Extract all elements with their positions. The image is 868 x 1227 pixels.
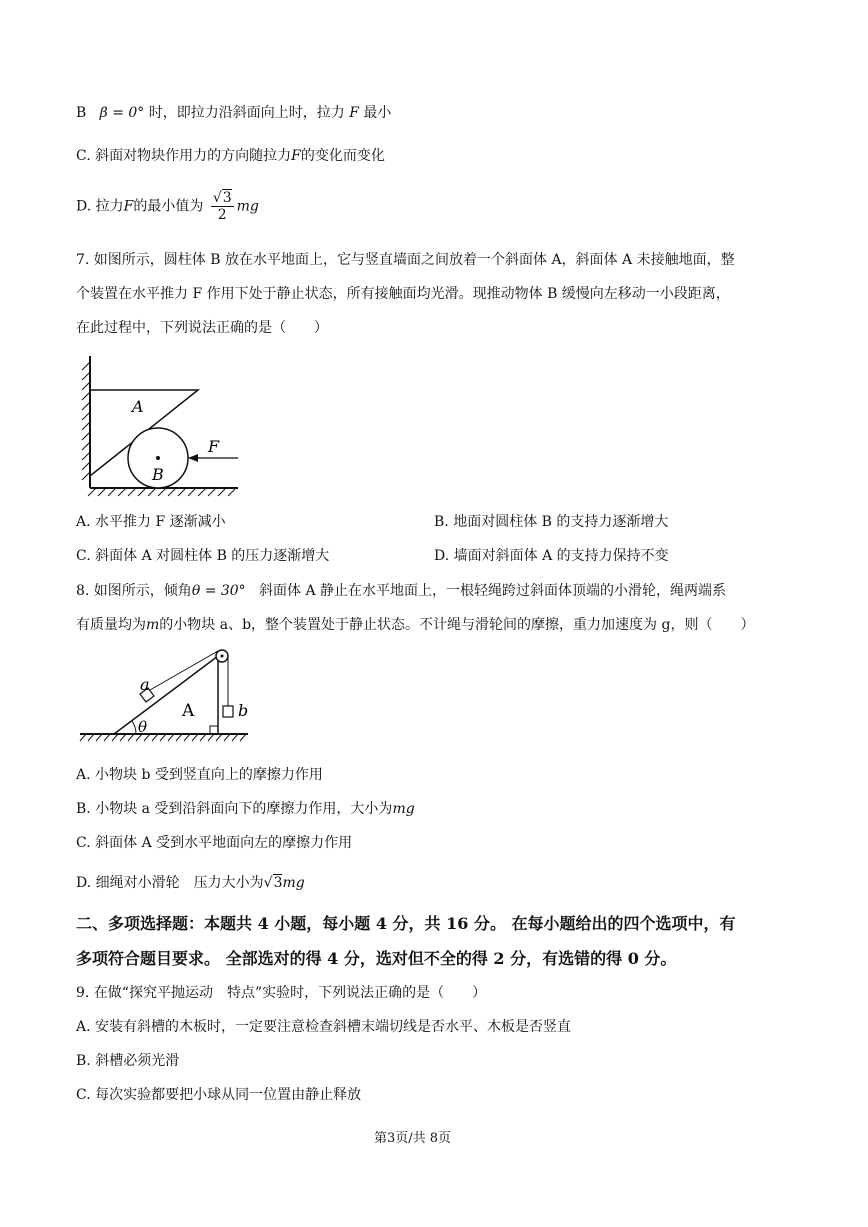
q9-stem: 9. 在做“探究平抛运动 特点”实验时，下列说法正确的是（ ） [76, 985, 487, 1001]
q8-option-b: B. 小物块 a 受到沿斜面向下的摩擦力作用，大小为mg [76, 801, 415, 817]
q7-stem-line3: 在此过程中，下列说法正确的是（ ） [76, 320, 328, 336]
q8-stem-line2: 有质量均为m的小物块 a、b，整个装置处于静止状态。不计绳与滑轮间的摩擦，重力加速度为 g，则（ ） [76, 617, 755, 633]
rope-incline [150, 651, 218, 690]
q9-option-a: A. 安装有斜槽的木板时，一定要注意检查斜槽末端切线是否水平、木板是否竖直 [76, 1019, 572, 1035]
section2-heading-line1: 二、多项选择题：本题共 4 小题，每小题 4 分，共 16 分。 在每小题给出的四个选项中，有 [76, 914, 736, 933]
wall-hatch [82, 362, 90, 480]
q6-option-c: C. 斜面对物块作用力的方向随拉力F的变化而变化 [76, 148, 385, 164]
ground-hatch [88, 488, 236, 496]
q9-option-c: C. 每次实验都要把小球从同一位置由静止释放 [76, 1087, 362, 1103]
q6-option-d: D. 拉力F的最小值为 $\frac{√3}{2}$ mg [76, 190, 259, 223]
q7-option-b: B. 地面对圆柱体 B 的支持力逐渐增大 [434, 514, 669, 530]
cylinder-center [156, 456, 160, 460]
q7-stem-line2: 个装置在水平推力 F 作用下处于静止状态，所有接触面均光滑。现推动物体 B 缓慢向左移动一小段距离， [76, 286, 730, 302]
right-angle-mark [210, 726, 218, 734]
q8-option-c: C. 斜面体 A 受到水平地面向左的摩擦力作用 [76, 835, 353, 851]
q8-figure [78, 646, 254, 750]
q6-option-b: B β = 0° 时，即拉力沿斜面向上时，拉力 F 最小 [76, 105, 392, 121]
label-theta: θ [138, 718, 148, 736]
theta-arc [132, 721, 136, 734]
label-b-small: b [238, 701, 249, 720]
label-a-small: a [140, 675, 150, 694]
q7-option-a: A. 水平推力 F 逐渐减小 [76, 514, 226, 530]
label-b: B [152, 465, 164, 484]
block-b [223, 706, 233, 717]
ground-hatch [80, 734, 246, 741]
force-arrowhead [188, 454, 198, 462]
label-f: F [208, 437, 220, 456]
beta-equation: β = 0° [99, 105, 145, 121]
q9-option-b: B. 斜槽必须光滑 [76, 1053, 180, 1069]
q8-option-d: D. 细绳对小滑轮 压力大小为√3mg [76, 875, 305, 891]
q7-option-c: C. 斜面体 A 对圆柱体 B 的压力逐渐增大 [76, 548, 330, 564]
q7-option-d: D. 墙面对斜面体 A 的支持力保持不变 [434, 548, 669, 564]
q7-figure [74, 352, 244, 500]
label-a: A [132, 397, 144, 416]
label-a-incline: A [182, 701, 195, 721]
q8-option-a: A. 小物块 b 受到竖直向上的摩擦力作用 [76, 767, 323, 783]
q7-stem-line1: 7. 如图所示，圆柱体 B 放在水平地面上，它与竖直墙面之间放着一个斜面体 A，斜面体 A 未接触地面，整 [76, 252, 735, 268]
theta-equation: θ = 30° [191, 583, 246, 599]
q8-stem-line1: 8. 如图所示，倾角θ = 30° 斜面体 A 静止在水平地面上，一根轻绳跨过斜面体顶端的小滑轮，绳两端系 [76, 583, 727, 599]
fraction-sqrt3-over-2: $\frac{√3}{2}$ [212, 190, 232, 223]
incline-a [114, 656, 218, 734]
page-number: 第3页/共 8页 [374, 1131, 452, 1146]
section2-heading-line2: 多项符合题目要求。 全部选对的得 4 分，选对但不全的得 2 分，有选错的得 0 分。 [76, 949, 677, 968]
